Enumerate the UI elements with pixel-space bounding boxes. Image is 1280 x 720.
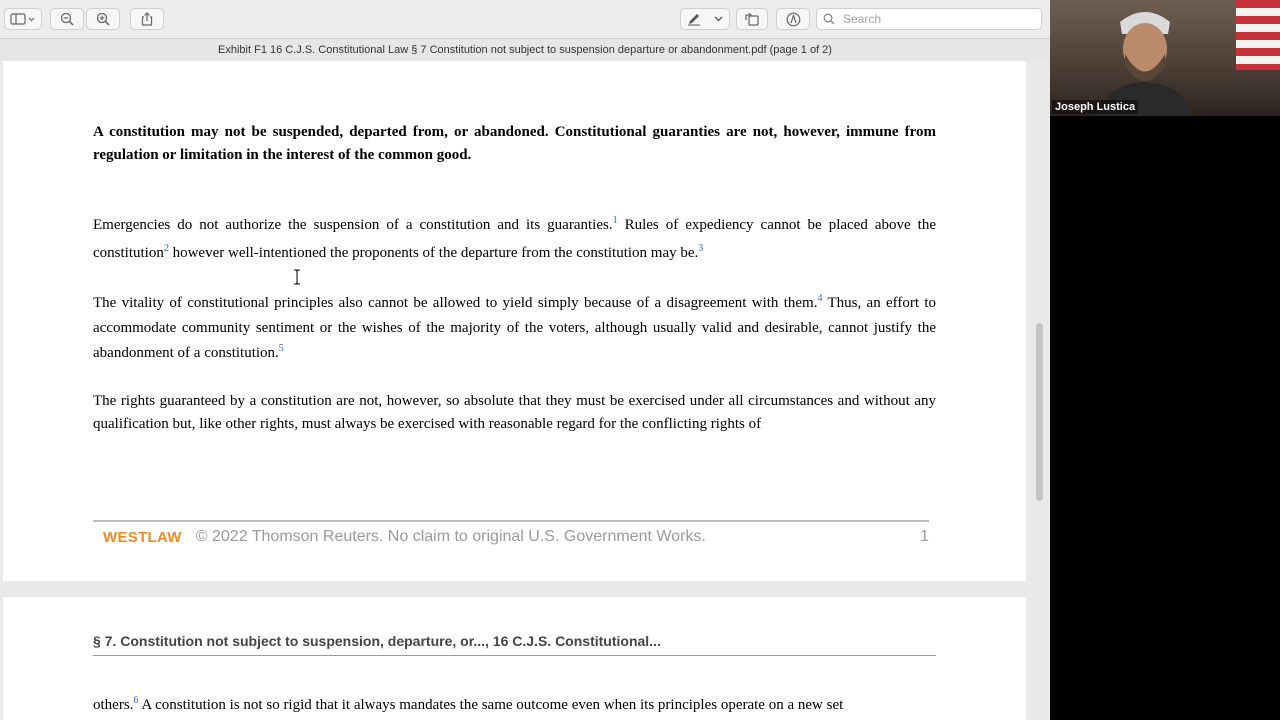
summary-heading: A constitution may not be suspended, departed from, or abandoned. Constitutional guaranties are not, however, immune from regulation or limitation in the interest of the common good. [93,124,936,163]
vertical-scrollbar[interactable] [1036,323,1043,501]
paragraph-2 [93,291,936,366]
footnote-link-2[interactable]: 2 [163,243,169,254]
paragraph-1-text-a: Emergencies do not authorize the suspension of a constitution and its guaranties. [93,217,613,233]
share-icon [141,12,153,26]
search-icon [823,13,835,25]
footnote-link-1[interactable]: 1 [612,215,618,226]
footnote-link-3[interactable]: 3 [698,243,704,254]
document-canvas[interactable] [0,61,1050,720]
video-panel [1050,0,1280,720]
chevron-down-icon [714,16,723,22]
zoom-in-button[interactable] [86,8,120,30]
header-divider [93,655,936,656]
paragraph-2-text-a: The vitality of constitutional principles also cannot be allowed to yield simply because of a disagreement with them. [93,295,818,311]
rotate-icon [744,12,760,26]
pdf-page-1 [3,61,1026,581]
paragraph-1-text-b: Rules of expediency cannot be placed above the constitution [93,217,936,261]
pdf-page-2 [3,597,1026,720]
zoom-out-icon [60,12,74,26]
footnote-link-6[interactable]: 6 [133,695,139,706]
running-head: § 7. Constitution not subject to suspension, departure, or..., 16 C.J.S. Constitutional... [93,633,661,649]
search-field[interactable] [816,8,1042,30]
participant-video[interactable] [1050,0,1280,116]
page-number: 1 [920,528,929,545]
paragraph-2-text-b: Thus, an effort to accommodate community sentiment or the wishes of the majority of the voters, although usually valid and desirable, cannot justify the abandonment of a constitution. [93,295,937,361]
page-footer [103,527,929,547]
sidebar-icon [10,13,36,25]
paragraph-1 [93,211,936,267]
westlaw-logo: WESTLAW [103,528,182,546]
zoom-out-button[interactable] [50,8,84,30]
copyright-notice: © 2022 Thomson Reuters. No claim to original U.S. Government Works. [195,528,706,545]
footnote-link-5[interactable]: 5 [278,343,284,354]
participant-name: Joseph Lustica [1052,100,1138,114]
text-cursor-icon [293,269,301,285]
annotate-button[interactable] [776,8,810,30]
sidebar-toggle-button[interactable] [4,8,42,30]
paragraph-4-text-a: others. [93,697,134,713]
flag-background [1236,0,1280,70]
pen-icon [687,12,701,26]
footnote-link-4[interactable]: 4 [817,293,823,304]
footer-divider [93,520,929,522]
paragraph-4 [93,694,936,717]
search-input[interactable] [841,11,1025,27]
share-button[interactable] [130,8,164,30]
markup-circle-icon [786,12,801,27]
paragraph-1-text-c: however well-intentioned the proponents of the departure from the constitution may be. [168,245,699,261]
paragraph-4-text-b: A constitution is not so rigid that it always mandates the same outcome even when its principles operate on a new set [138,697,844,713]
document-title: Exhibit F1 16 C.J.S. Constitutional Law § 7 Constitution not subject to suspension departure or abandonment.pdf (page 1 of 2) [0,38,1050,62]
zoom-in-icon [96,12,110,26]
paragraph-3: The rights guaranteed by a constitution are not, however, so absolute that they must be exercised under all circumstances and without any qualification but, like other rights, must always be exercised with reasonable regard for the conflicting rights of [93,393,936,432]
toolbar [0,0,1050,38]
rotate-button[interactable] [736,8,768,30]
markup-button[interactable] [680,8,730,30]
